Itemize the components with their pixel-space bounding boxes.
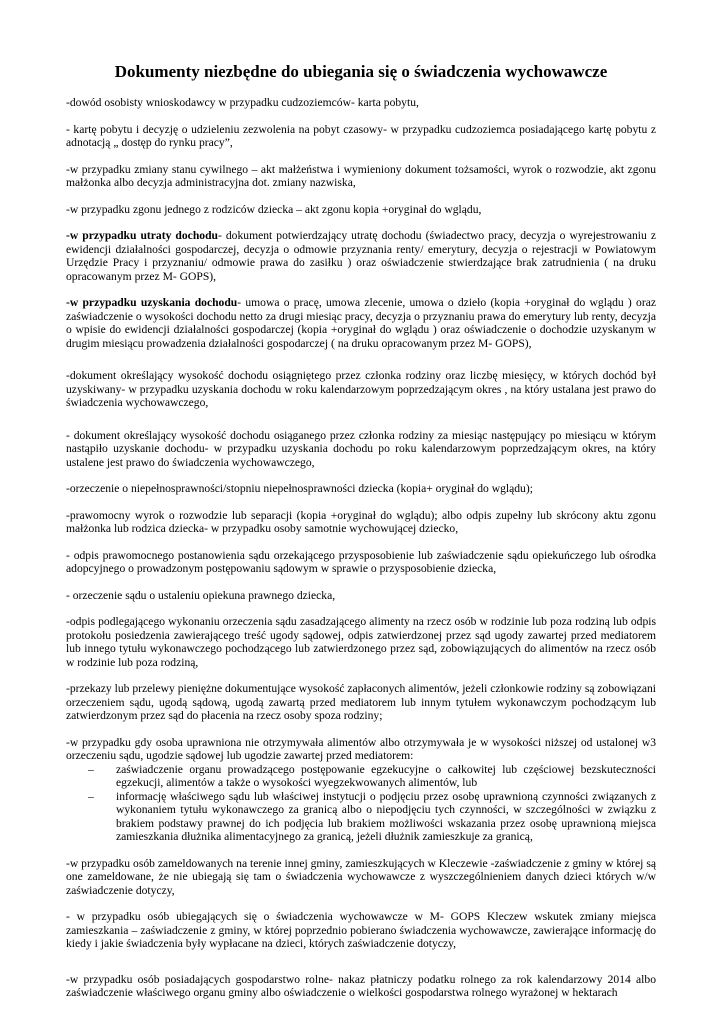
paragraph-income-loss-heading: -w przypadku utraty dochodu <box>66 229 218 242</box>
paragraph-parent-death: -w przypadku zgonu jednego z rodziców dziecka – akt zgonu kopia +oryginał do wglądu, <box>66 202 482 216</box>
paragraph-farm-owners: -w przypadku osób posiadających gospodarstwo rolne- nakaz płatniczy podatku rolnego za rok kalendarzowy 2014 albo zaświadczenie właściwego organu gminy albo oświadczenie o wielkości gospodarstwa rolnego wyrażonej w hektarach <box>66 972 656 999</box>
paragraph-civil-status: -w przypadku zmiany stanu cywilnego – akt małżeństwa i wymieniony dokument tożsamości, wyrok o rozwodzie, akt zgonu małżonka albo decyzja administracyjna dot. zmiany nazwiska, <box>66 162 656 189</box>
paragraph-id-card: -dowód osobisty wnioskodawcy w przypadku cudzoziemców- karta pobytu, <box>66 96 419 109</box>
paragraph-income-following-month: - dokument określający wysokość dochodu osiąganego przez członka rodziny za miesiąc następujący po miesiącu w którym nastąpiło uzyskanie dochodu- w przypadku uzyskania dochodu po roku kalendarzowym poprzedzającym okres, na który ustalene jest prawo do świadczenia wychowawczego, <box>66 428 656 469</box>
paragraph-income-previous-year: -dokument określający wysokość dochodu osiągniętego przez członka rodziny oraz liczbę miesięcy, w których dochód był uzyskiwany- w przypadku uzyskania dochodu w roku kalendarzowym poprzedzającym okres , na który ustalana jest prawo do świadczenia wychowawczego, <box>66 369 656 409</box>
paragraph-adoption: - odpis prawomocnego postanowienia sądu orzekającego przysposobienie lub zaświadczenie sądu opiekuńczego lub ośrodka adopcyjnego o prowadzonym postępowaniu sądowym w sprawie o przysposobienie dziecka, <box>66 548 656 575</box>
paragraph-alimony-transfers: -przekazy lub przelewy pieniężne dokumentujące wysokość zapłaconych alimentów, jeżeli członkowie rodziny są zobowiązani orzeczeniem sądu, ugodą sądową, ugodą zawartą przed mediatorem lub innym tytułem wykonawczym pochodzącym lub zatwierdzonym przez sąd do płacenia na rzecz osoby spoza rodziny; <box>66 682 656 722</box>
dash-marker: – <box>88 762 94 776</box>
list-item <box>66 763 656 790</box>
document-page <box>66 62 656 1013</box>
paragraph-alimony-not-received: -w przypadku gdy osoba uprawniona nie otrzymywała alimentów albo otrzymywała je w wysokości niższej od ustalonej w3 orzeczeniu sądu, ugodzie sądowej lub ugodzie zawartej przed mediatorem: <box>66 735 656 762</box>
paragraph-income-loss-text: - dokument potwierdzający utratę dochodu (świadectwo pracy, decyzja o wyrejestrowaniu z ewidencji działalności gospodarczej, decyzja o odmowie przyznania renty/ emerytury, decyzja o rejestracji w Powiatowym Urzędzie Pracy i przyznaniu/ odmowie prawa do zasiłku ) oraz oświadczenie stwierdzające brak zatrudnienia ( na druku opracowanym przez M- GOPS), <box>66 229 656 283</box>
list-item-text: informację właściwego sądu lub właściwej instytucji o podjęciu przez osobę uprawnioną czynności związanych z wykonaniem tytułu wykonawczego za granicą albo o niepodjęciu tych czynności, w szczególności w związku z brakiem podstawy prawnej do ich podjęcia lub brakiem możliwości wskazania przez osobę uprawnioną miejsca zamieszkania dłużnika alimentacyjnego za granicą, jeżeli dłużnik zamieszkuje za granicą, <box>116 789 656 843</box>
paragraph-income-loss <box>66 229 656 283</box>
paragraph-income-gain-heading: -w przypadku uzyskania dochodu <box>66 296 238 309</box>
paragraph-other-municipality: -w przypadku osób zameldowanych na terenie innej gminy, zamieszkujących w Kleczewie -zaświadczenie z gminy w której są one zameldowane, że nie ubiegają się tam o świadczenia wychowawcze z wyszczególnieniem danych dzieci których w/w zaświadczenie dotyczy, <box>66 856 656 897</box>
dash-marker: – <box>88 789 94 803</box>
paragraph-income-gain <box>66 296 656 350</box>
paragraph-disability: -orzeczenie o niepełnosprawności/stopniu niepełnosprawności dziecka (kopia+ oryginał do wglądu); <box>66 482 533 495</box>
paragraph-legal-guardian: - orzeczenie sądu o ustaleniu opiekuna prawnego dziecka, <box>66 588 336 602</box>
alimony-documents-list <box>66 763 656 844</box>
paragraph-income-gain-text: - umowa o pracę, umowa zlecenie, umowa o dzieło (kopia +oryginał do wglądu ) oraz zaświadczenie o wysokości dochodu netto za drugi miesiąc pracy, decyzja o przyznaniu prawa do emerytury lub renty, decyzja o wpisie do ewidencji działalności gospodarczej (kopia +oryginał do wglądu ) oraz oświadczenie o dochodzie uzyskanym w drugim miesiącu prowadzenia działalności gospodarczej ( na druku opracowanym przez M- GOPS), <box>66 296 656 350</box>
paragraph-change-of-residence: - w przypadku osób ubiegających się o świadczenia wychowawcze w M- GOPS Kleczew wskutek zmiany miejsca zamieszkania – zaświadczenie z gminy, w której poprzednio pobierano świadczenia wychowawcze, zawierające informację do kiedy i jakie świadczenia były wypłacane na dzieci, których zaświadczenie dotyczy, <box>66 910 656 950</box>
list-item-text: zaświadczenie organu prowadzącego postępowanie egzekucyjne o całkowitej lub częściowej bezskuteczności egzekucji, alimentów a także o wysokości wyegzekwowanych alimentów, lub <box>116 762 656 789</box>
paragraph-divorce-separation: -prawomocny wyrok o rozwodzie lub separacji (kopia +oryginał do wglądu); albo odpis zupełny lub skrócony aktu zgonu małżonka lub rodzica dziecka- w przypadku osoby samotnie wychowującej dziecko, <box>66 508 656 535</box>
paragraph-alimony-ruling: -odpis podlegającego wykonaniu orzeczenia sądu zasadzającego alimenty na rzecz osób w rodzinie lub poza rodziną lub odpis protokołu posiedzenia zawierającego treść ugody sądowej, odpis zatwierdzonej przez sąd ugody zawartej przed mediatorem lub innego tytułu wykonawczego pochodzącego lub zatwierdzonego przez sąd, zobowiązujących do alimentów na rzecz osób w rodzinie lub poza rodziną, <box>66 615 656 669</box>
paragraph-residence-card: - kartę pobytu i decyzję o udzieleniu zezwolenia na pobyt czasowy- w przypadku cudzoziemca posiadającego kartę pobytu z adnotacją „ dostęp do rynku pracy”, <box>66 122 656 149</box>
list-item <box>66 790 656 844</box>
document-title: Dokumenty niezbędne do ubiegania się o świadczenia wychowawcze <box>114 62 608 81</box>
